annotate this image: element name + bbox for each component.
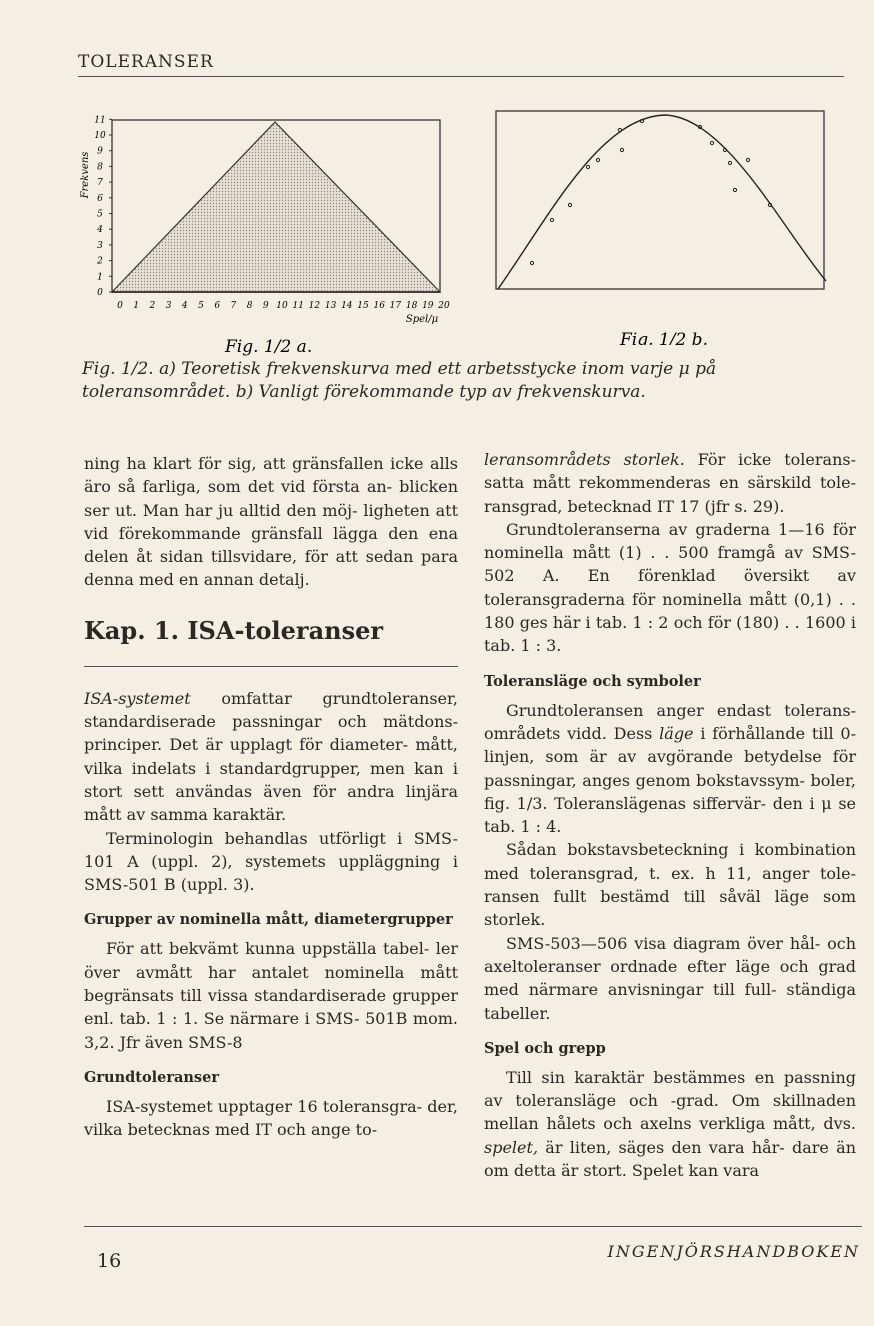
paragraph: SMS-503—506 visa diagram över hål- och axeltoleranser ordnade efter läge och grad med närmare anvisningar till full- ständiga tabeller. [484, 933, 856, 1023]
page-number: 16 [97, 1250, 122, 1272]
figure-1-2b [490, 105, 840, 345]
sample-point [728, 161, 731, 164]
sample-point [710, 141, 713, 144]
figure-b-label: Fig. 1/2 b. [620, 330, 708, 345]
sample-point [746, 158, 749, 161]
x-tick-label: 8 [246, 301, 253, 311]
emphasis: ISA-systemet [84, 688, 191, 708]
x-tick-label: 2 [149, 301, 156, 311]
sample-point [568, 203, 571, 206]
y-ticks [94, 115, 112, 298]
y-tick-label: 5 [97, 209, 103, 220]
chapter-rule [84, 666, 458, 667]
plot-frame-b [496, 111, 824, 289]
paragraph: Sådan bokstavsbeteckning i kombination med toleransgrad, t. ex. h 11, anger tole- ransen fullt bestämd till såväl läge som storlek. [484, 840, 856, 930]
paragraph: För att bekvämt kunna uppställa tabel- ler över avmått har antalet nominella mått begränsats till vissa standardiserade grupper enl. tab. 1 : 1. Se närmare i SMS- 501B mom. 3,2. Jfr även SMS-8 [84, 939, 458, 1052]
paragraph [484, 1066, 856, 1182]
paragraph: ISA-systemet upptager 16 toleransgra- der, vilka betecknas med IT och ange to- [84, 1096, 458, 1140]
y-tick-label: 0 [97, 288, 103, 298]
sample-point [618, 128, 621, 131]
subheading: Grupper av nominella mått, diametergrupper [84, 911, 453, 929]
x-axis-label: Spel/μ [405, 314, 439, 325]
y-axis-label: Frekvens [80, 151, 91, 199]
x-tick-label: 0 [117, 301, 123, 311]
x-tick-label: 3 [165, 301, 172, 311]
x-tick-label: 11 [292, 301, 304, 311]
sample-point [550, 218, 553, 221]
sample-points [530, 119, 771, 264]
triangle-distribution [112, 122, 440, 292]
x-tick-label: 1 [133, 301, 140, 311]
y-tick-label: 10 [94, 131, 106, 141]
subheading: Grundtoleranser [84, 1068, 219, 1086]
sample-point [723, 148, 726, 151]
x-tick-label: 10 [276, 301, 288, 311]
emphasis: leransområdets storlek. [484, 450, 685, 469]
sample-point [620, 148, 623, 151]
x-tick-label: 14 [341, 301, 353, 311]
x-tick-label: 15 [357, 301, 369, 311]
x-tick-label: 18 [405, 301, 418, 311]
x-tick-label: 16 [373, 301, 385, 311]
paragraph: ning ha klart för sig, att gränsfallen icke alls äro så farliga, som det vid första an- blicken ser ut. Man har ju alltid den möj- ligheten att vid förekommande gränsfall lägga den ena delen åt sidan tillsvidare, för att sedan para denna med en annan detalj. [84, 454, 458, 590]
figure-b-svg [490, 105, 840, 345]
emphasis: läge [659, 723, 694, 743]
figure-a-label: Fig. 1/2 a. [225, 337, 313, 357]
y-tick-label: 6 [97, 193, 103, 204]
x-tick-label: 13 [324, 301, 337, 311]
x-tick-label: 20 [438, 301, 450, 311]
figure-a-svg [80, 100, 460, 360]
text-span: Grundtoleransen anger endast tolerans- områdets vidd. Dess [484, 700, 856, 743]
x-tick-label: 9 [262, 301, 269, 311]
x-tick-label: 17 [389, 301, 402, 311]
sample-point [733, 188, 736, 191]
y-tick-label: 11 [94, 115, 106, 126]
y-tick-label: 1 [97, 272, 103, 283]
chapter-title: Kap. 1. ISA-toleranser [84, 615, 384, 645]
paragraph [84, 687, 458, 827]
figure-1-2a [80, 100, 460, 360]
paragraph [484, 448, 856, 518]
x-tick-label: 4 [181, 301, 188, 311]
figure-caption: Fig. 1/2. a) Teoretisk frekvenskurva med ett arbetsstycke inom varje μ på toleransområdet. b) Vanligt förekommande typ av frekvenskurva. [82, 359, 717, 402]
sample-point [768, 203, 771, 206]
text-span: omfattar grundtoleranser, standardiserade passningar och mätdons- principer. Det är upplagt för diameter- mått, vilka indelats i standardgrupper, men kan i stort sett användas även för andra linjära mått av samma karaktär. [84, 688, 458, 825]
y-tick-label: 9 [97, 146, 103, 157]
sample-point [640, 119, 643, 122]
text-span: Till sin karaktär bestämmes en passning av toleransläge och -grad. Om skillnaden mellan hålets och axelns verkliga mått, dvs. [484, 1067, 856, 1134]
frequency-curve [498, 115, 826, 289]
y-tick-label: 4 [97, 225, 103, 236]
y-tick-label: 3 [97, 240, 103, 251]
x-tick-label: 19 [422, 301, 434, 311]
text-span: i förhållande till 0-linjen, som är av avgörande betydelse för passningar, anges genom bokstavssym- boler, fig. 1/3. Toleranslägenas siffervär- den i μ se tab. 1 : 4. [484, 723, 856, 837]
subheading: Toleransläge och symboler [484, 672, 701, 690]
paragraph: Grundtoleranserna av graderna 1—16 för nominella mått (1) . . 500 framgå av SMS-502 A. En förenklad översikt av toleransgraderna för nominella mått (0,1) . . 180 ges här i tab. 1 : 2 och för (180) . . 1600 i tab. 1 : 3. [484, 519, 856, 656]
footer-rule [84, 1226, 862, 1227]
x-tick-label: 6 [214, 301, 221, 311]
sample-point [596, 158, 599, 161]
y-tick-label: 2 [97, 256, 103, 267]
running-header: TOLERANSER [78, 52, 214, 72]
emphasis: spelet, [484, 1137, 539, 1157]
x-tick-label: 7 [230, 301, 237, 311]
book-title: INGENJÖRSHANDBOKEN [607, 1242, 860, 1261]
y-tick-label: 8 [97, 162, 103, 173]
sample-point [586, 165, 589, 168]
header-rule [78, 76, 844, 77]
right-column [484, 448, 856, 1182]
x-ticks [117, 301, 450, 311]
paragraph [484, 699, 856, 839]
x-tick-label: 12 [308, 301, 321, 311]
text-span: är liten, säges den vara hår- dare än om detta är stort. Spelet kan vara [484, 1137, 856, 1181]
text-span: För icke tolerans- satta mått rekommenderas en särskild tole- ransgrad, betecknad IT 17 (jfr s. 29). [484, 450, 856, 516]
paragraph: Terminologin behandlas utförligt i SMS- 101 A (uppl. 2), systemets uppläggning i SMS-501 B (uppl. 3). [84, 828, 458, 895]
x-tick-label: 5 [198, 301, 204, 311]
left-column [84, 452, 458, 1142]
subheading: Spel och grepp [484, 1039, 606, 1057]
y-tick-label: 7 [97, 178, 103, 189]
sample-point [530, 261, 533, 264]
